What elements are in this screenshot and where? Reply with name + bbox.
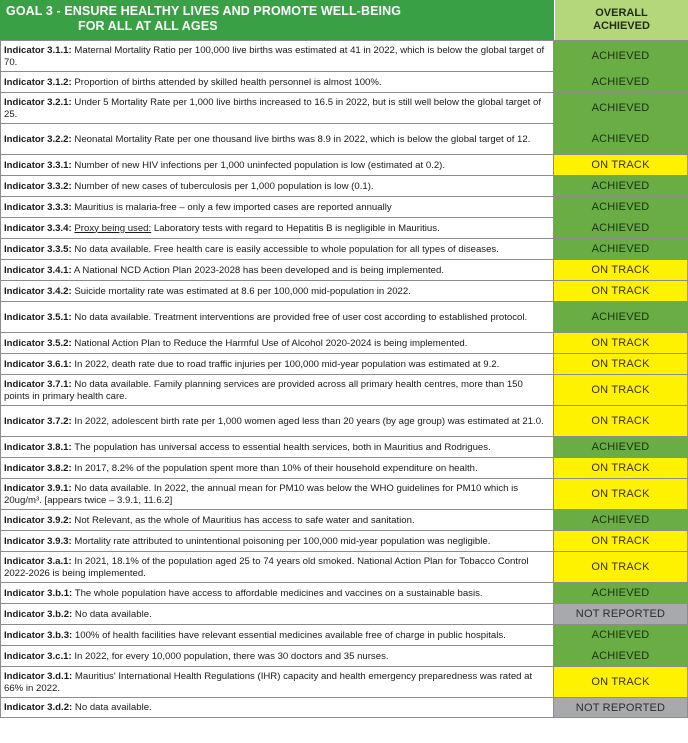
indicator-rows (0, 40, 688, 718)
overall-status-header (554, 0, 688, 40)
table-row (0, 374, 688, 405)
table-row (0, 624, 688, 645)
indicator-id: Indicator 3.2.1: (4, 96, 72, 108)
indicator-description (4, 134, 530, 146)
status-badge: ACHIEVED (554, 218, 688, 238)
indicator-description-cell (0, 375, 554, 405)
table-row (0, 697, 688, 718)
indicator-text: Laboratory tests with regard to Hepatitis B is negligible in Mauritius. (153, 222, 440, 234)
table-row (0, 92, 688, 123)
indicator-description-cell (0, 646, 554, 666)
indicator-id: Indicator 3.3.3: (4, 201, 72, 213)
indicator-text: In 2022, adolescent birth rate per 1,000 women aged less than 20 years (by age group) was estimated at 21.0. (74, 415, 544, 427)
table-header (0, 0, 688, 40)
indicator-description-cell (0, 197, 554, 217)
indicator-description (4, 77, 382, 89)
indicator-description-cell (0, 698, 554, 717)
status-badge: ON TRACK (554, 552, 688, 582)
indicator-id: Indicator 3.a.1: (4, 555, 72, 567)
status-badge: ON TRACK (554, 479, 688, 509)
status-badge: ON TRACK (554, 281, 688, 301)
indicator-description (4, 515, 415, 527)
indicator-description-cell (0, 437, 554, 457)
status-badge: ACHIEVED (554, 625, 688, 645)
table-row (0, 478, 688, 509)
indicator-id: Indicator 3.9.2: (4, 514, 72, 526)
table-row (0, 123, 688, 154)
table-row (0, 217, 688, 238)
indicator-id: Indicator 3.5.2: (4, 337, 72, 349)
indicator-description-cell (0, 479, 554, 509)
table-row (0, 353, 688, 374)
indicator-description (4, 609, 152, 621)
status-badge: ON TRACK (554, 406, 688, 436)
indicator-description (4, 223, 440, 235)
indicator-description-cell (0, 583, 554, 603)
indicator-description (4, 463, 478, 475)
indicator-description (4, 556, 549, 580)
indicator-text: No data available. Free health care is easily accessible to whole population for all types of diseases. (74, 243, 499, 255)
indicator-description-cell (0, 406, 554, 436)
status-badge: ON TRACK (554, 458, 688, 478)
table-row (0, 259, 688, 280)
indicator-text: Mortality rate attributed to unintentional poisoning per 100,000 mid-year population was negligible. (74, 535, 491, 547)
indicator-description (4, 651, 389, 663)
indicator-text: No data available. (74, 702, 152, 713)
indicator-id: Indicator 3.3.1: (4, 159, 72, 171)
indicator-description (4, 45, 549, 69)
indicator-id: Indicator 3.4.1: (4, 264, 72, 276)
indicator-description (4, 244, 499, 256)
indicator-id: Indicator 3.3.4: (4, 222, 72, 234)
indicator-text: Not Relevant, as the whole of Mauritius has access to safe water and sanitation. (74, 514, 415, 526)
table-row (0, 645, 688, 666)
indicator-description-cell (0, 155, 554, 175)
status-badge: ACHIEVED (554, 646, 688, 666)
indicator-id: Indicator 3.7.1: (4, 378, 72, 390)
table-row (0, 175, 688, 196)
status-badge: ACHIEVED (554, 41, 688, 71)
indicator-id: Indicator 3.9.1: (4, 482, 72, 494)
indicator-description-cell (0, 124, 554, 154)
indicator-id: Indicator 3.1.2: (4, 76, 72, 88)
indicator-proxy-note: Proxy being used: (74, 222, 152, 234)
indicator-description (4, 359, 499, 371)
indicator-description (4, 416, 544, 428)
indicator-description-cell (0, 281, 554, 301)
indicator-text: Number of new HIV infections per 1,000 uninfected population is low (estimated at 0.2). (74, 159, 446, 171)
table-row (0, 405, 688, 436)
indicator-description (4, 286, 411, 298)
indicator-text: 100% of health facilities have relevant essential medicines available free of charge in public hospitals. (74, 629, 506, 641)
indicator-description-cell (0, 260, 554, 280)
indicator-description (4, 588, 483, 600)
indicator-description (4, 312, 527, 324)
indicator-description-cell (0, 176, 554, 196)
indicator-text: Proportion of births attended by skilled health personnel is almost 100%. (74, 76, 382, 88)
indicator-description-cell (0, 458, 554, 478)
status-badge: ACHIEVED (554, 302, 688, 332)
status-badge: ACHIEVED (554, 239, 688, 259)
table-row (0, 436, 688, 457)
indicator-text: Mauritius' International Health Regulations (IHR) capacity and health emergency preparedness was rated at 66% in 2022. (4, 670, 533, 694)
status-badge: ON TRACK (554, 531, 688, 551)
indicator-description (4, 97, 549, 121)
indicator-description-cell (0, 333, 554, 353)
indicator-description (4, 671, 549, 695)
indicator-text: The whole population have access to affordable medicines and vaccines on a sustainable basis. (74, 587, 483, 599)
indicator-description (4, 630, 506, 642)
table-row (0, 280, 688, 301)
status-badge: NOT REPORTED (554, 698, 688, 717)
status-badge: ON TRACK (554, 260, 688, 280)
indicator-description-cell (0, 625, 554, 645)
indicator-id: Indicator 3.4.2: (4, 285, 72, 297)
indicator-text: Maternal Mortality Ratio per 100,000 live births was estimated at 41 in 2022, which is below the global target of 70. (4, 44, 545, 68)
status-badge: NOT REPORTED (554, 604, 688, 624)
indicator-text: In 2021, 18.1% of the population aged 25 to 74 years old smoked. National Action Plan for Tobacco Control 2022-2026 is being implemented. (4, 555, 529, 579)
indicator-id: Indicator 3.9.3: (4, 535, 72, 547)
indicator-description-cell (0, 302, 554, 332)
status-badge: ACHIEVED (554, 72, 688, 92)
indicator-description (4, 181, 374, 193)
table-row (0, 40, 688, 71)
indicator-id: Indicator 3.6.1: (4, 358, 72, 370)
indicator-description (4, 160, 445, 172)
indicator-description (4, 702, 152, 714)
indicator-text: The population has universal access to essential health services, both in Mauritius and Rodrigues. (74, 441, 491, 453)
goal-title-line-2: FOR ALL AT ALL AGES (78, 19, 218, 33)
table-row (0, 582, 688, 603)
indicator-description-cell (0, 604, 554, 624)
indicator-text: No data available. In 2022, the annual mean for PM10 was below the WHO guidelines for PM10 which is 20ug/m³. [appears twice – 3.9.1, 11.6.2] (4, 482, 519, 506)
status-badge: ON TRACK (554, 375, 688, 405)
table-row (0, 238, 688, 259)
indicator-description (4, 483, 549, 507)
indicator-text: Under 5 Mortality Rate per 1,000 live births increased to 16.5 in 2022, but is still well below the global target of 25. (4, 96, 542, 120)
status-badge: ACHIEVED (554, 176, 688, 196)
table-row (0, 154, 688, 175)
indicator-id: Indicator 3.3.2: (4, 180, 72, 192)
table-row (0, 457, 688, 478)
indicator-text: In 2017, 8.2% of the population spent more than 10% of their household expenditure on health. (74, 462, 478, 474)
table-row (0, 196, 688, 217)
indicator-description (4, 265, 444, 277)
status-badge: ON TRACK (554, 667, 688, 697)
indicator-description-cell (0, 552, 554, 582)
status-badge: ON TRACK (554, 354, 688, 374)
indicator-description (4, 442, 491, 454)
indicator-text: Number of new cases of tuberculosis per 1,000 population is low (0.1). (74, 180, 374, 192)
indicator-id: Indicator 3.5.1: (4, 311, 72, 323)
table-row (0, 71, 688, 92)
table-row (0, 551, 688, 582)
table-row (0, 666, 688, 697)
indicator-id: Indicator 3.b.1: (4, 587, 73, 599)
indicator-id: Indicator 3.8.1: (4, 441, 72, 453)
indicator-description-cell (0, 72, 554, 92)
table-row (0, 332, 688, 353)
indicator-description-cell (0, 239, 554, 259)
indicator-description (4, 338, 467, 350)
overall-status-header-line-2: ACHIEVED (593, 20, 650, 32)
indicator-text: In 2022, for every 10,000 population, there was 30 doctors and 35 nurses. (74, 650, 389, 662)
indicator-description-cell (0, 510, 554, 530)
indicator-description (4, 379, 549, 403)
goal-title-line-1: GOAL 3 - ENSURE HEALTHY LIVES AND PROMOTE WELL-BEING (6, 4, 402, 18)
indicator-text: A National NCD Action Plan 2023-2028 has been developed and is being implemented. (73, 264, 445, 276)
table-row (0, 530, 688, 551)
status-badge: ACHIEVED (554, 124, 688, 154)
indicator-id: Indicator 3.c.1: (4, 650, 72, 662)
indicator-description-cell (0, 218, 554, 238)
indicator-id: Indicator 3.b.2: (4, 608, 73, 620)
indicator-id: Indicator 3.d.2: (4, 702, 73, 713)
status-badge: ACHIEVED (554, 510, 688, 530)
status-badge: ON TRACK (554, 155, 688, 175)
indicator-id: Indicator 3.1.1: (4, 44, 72, 56)
indicator-text: Neonatal Mortality Rate per one thousand live births was 8.9 in 2022, which is below the global target of 12. (74, 133, 531, 145)
indicator-text: In 2022, death rate due to road traffic injuries per 100,000 mid-year population was estimated at 9.2. (74, 358, 500, 370)
indicator-description (4, 202, 392, 214)
status-badge: ACHIEVED (554, 197, 688, 217)
indicator-id: Indicator 3.d.1: (4, 670, 73, 682)
indicator-text: No data available. Treatment interventions are provided free of user cost according to established protocol. (74, 311, 528, 323)
indicator-description-cell (0, 531, 554, 551)
indicator-description-cell (0, 41, 554, 71)
indicator-id: Indicator 3.2.2: (4, 133, 72, 145)
indicator-text: Suicide mortality rate was estimated at 8.6 per 100,000 mid-population in 2022. (74, 285, 411, 297)
table-row (0, 509, 688, 530)
indicator-description-cell (0, 354, 554, 374)
status-badge: ACHIEVED (554, 583, 688, 603)
indicator-text: No data available. Family planning services are provided across all primary health centres, more than 150 points in primary health care. (4, 378, 523, 402)
indicator-id: Indicator 3.b.3: (4, 629, 73, 641)
indicator-description (4, 536, 490, 548)
goal-title (0, 0, 554, 40)
status-badge: ON TRACK (554, 333, 688, 353)
indicator-id: Indicator 3.3.5: (4, 243, 72, 255)
status-badge: ACHIEVED (554, 437, 688, 457)
indicator-description-cell (0, 667, 554, 697)
table-row (0, 301, 688, 332)
indicator-id: Indicator 3.8.2: (4, 462, 72, 474)
indicator-id: Indicator 3.7.2: (4, 415, 72, 427)
overall-status-header-line-1: OVERALL (595, 7, 648, 19)
indicator-text: Mauritius is malaria-free – only a few imported cases are reported annually (74, 201, 392, 213)
indicator-text: No data available. (74, 608, 152, 620)
table-row (0, 603, 688, 624)
indicator-text: National Action Plan to Reduce the Harmful Use of Alcohol 2020-2024 is being implemented. (74, 337, 468, 349)
status-badge: ACHIEVED (554, 93, 688, 123)
indicator-description-cell (0, 93, 554, 123)
